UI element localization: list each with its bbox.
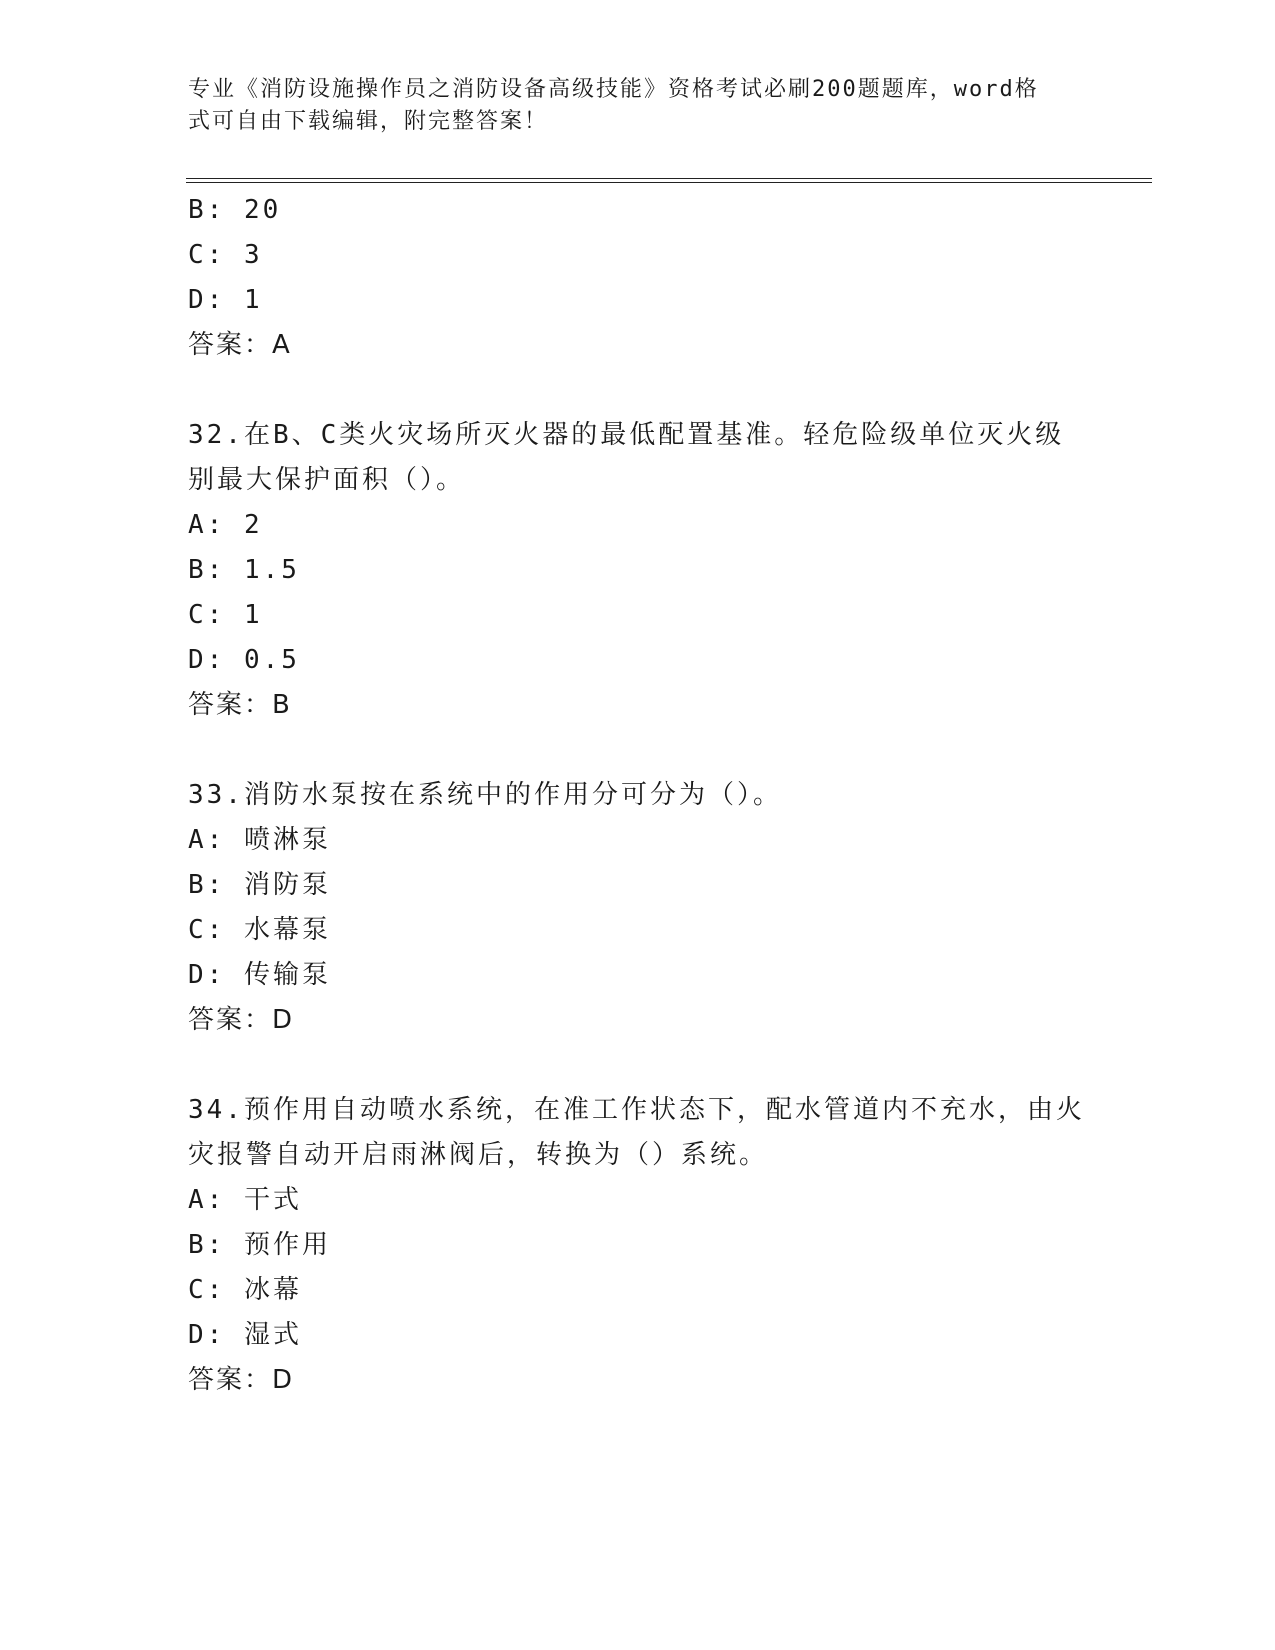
q34-stem-line-2: 灾报警自动开启雨淋阀后，转换为（）系统。 [188, 1140, 769, 1170]
prev-answer: 答案：A [188, 330, 292, 360]
q33-answer: 答案：D [188, 1005, 295, 1035]
header-line-2: 式可自由下载编辑，附完整答案！ [188, 109, 549, 134]
q34-option-b: B: 预作用 [188, 1230, 331, 1260]
q34-option-d: D: 湿式 [188, 1320, 302, 1350]
q34-option-c: C: 冰幕 [188, 1275, 302, 1305]
q32-option-c: C: 1 [188, 600, 263, 630]
prev-option-c: C: 3 [188, 240, 263, 270]
q34-option-a: A: 干式 [188, 1185, 302, 1215]
q32-stem-line-1: 32.在B、C类火灾场所灭火器的最低配置基准。轻危险级单位灭火级 [188, 420, 1065, 450]
header-divider [186, 178, 1152, 183]
q32-option-b: B: 1.5 [188, 555, 300, 585]
q34-stem-line-1: 34.预作用自动喷水系统，在准工作状态下，配水管道内不充水，由火 [188, 1095, 1085, 1125]
prev-option-b: B: 20 [188, 195, 282, 225]
q32-stem-line-2: 别最大保护面积（）。 [188, 465, 466, 495]
document-header [188, 74, 1068, 138]
q33-option-c: C: 水幕泵 [188, 915, 331, 945]
q34-answer: 答案：D [188, 1365, 295, 1395]
q33-option-b: B: 消防泵 [188, 870, 331, 900]
q33-option-a: A: 喷淋泵 [188, 825, 331, 855]
q33-option-d: D: 传输泵 [188, 960, 331, 990]
q32-answer: 答案：B [188, 690, 292, 720]
prev-option-d: D: 1 [188, 285, 263, 315]
q32-option-a: A: 2 [188, 510, 263, 540]
q32-option-d: D: 0.5 [188, 645, 300, 675]
q33-stem-line-1: 33.消防水泵按在系统中的作用分可分为（）。 [188, 780, 782, 810]
header-line-1: 专业《消防设施操作员之消防设备高级技能》资格考试必刷200题题库，word格 [188, 77, 1039, 102]
